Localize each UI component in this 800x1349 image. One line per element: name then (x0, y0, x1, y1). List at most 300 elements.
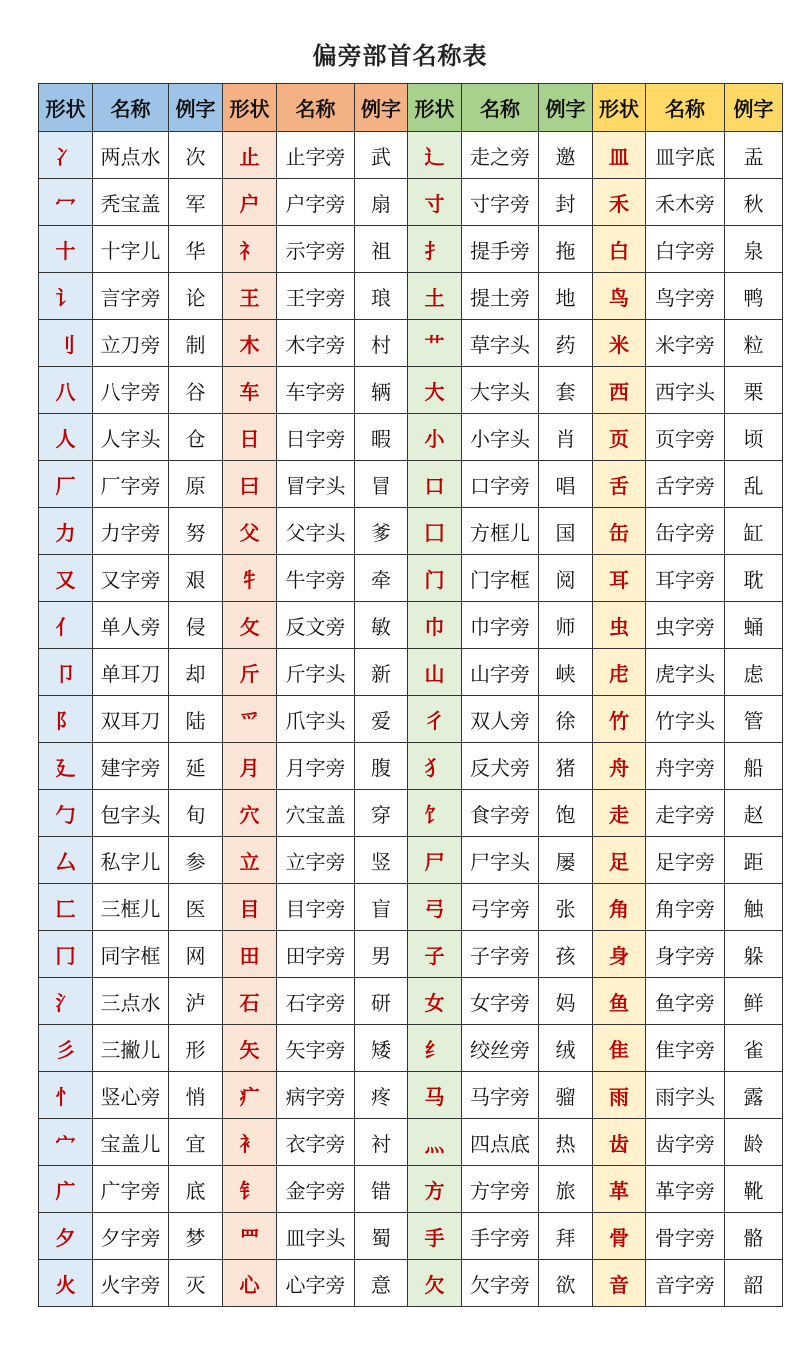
example-char-cell: 船 (725, 743, 783, 790)
radical-name-cell: 心字旁 (277, 1260, 355, 1307)
radical-name-cell: 牛字旁 (277, 555, 355, 602)
radical-name-cell: 革字旁 (646, 1166, 725, 1213)
radical-cell: 人 (39, 414, 93, 461)
radical-cell: 马 (408, 1072, 462, 1119)
radical-name-cell: 双人旁 (462, 696, 539, 743)
radical-name-cell: 户字旁 (277, 179, 355, 226)
radical-name-cell: 骨字旁 (646, 1213, 725, 1260)
radical-cell: 囗 (408, 508, 462, 555)
radical-name-cell: 女字旁 (462, 978, 539, 1025)
example-char-cell: 邀 (539, 132, 593, 179)
table-row (39, 931, 783, 978)
example-char-cell: 医 (169, 884, 223, 931)
radical-name-cell: 巾字旁 (462, 602, 539, 649)
radical-name-cell: 宝盖儿 (93, 1119, 169, 1166)
example-char-cell: 虑 (725, 649, 783, 696)
radical-cell: 车 (223, 367, 277, 414)
radical-cell: 隹 (593, 1025, 646, 1072)
radical-cell: 辶 (408, 132, 462, 179)
radical-name-cell: 两点水 (93, 132, 169, 179)
radical-name-cell: 大字头 (462, 367, 539, 414)
example-char-cell: 猪 (539, 743, 593, 790)
radical-cell: 山 (408, 649, 462, 696)
table-row (39, 226, 783, 273)
example-char-cell: 赵 (725, 790, 783, 837)
radical-cell: 弓 (408, 884, 462, 931)
table-row (39, 461, 783, 508)
table-row (39, 1213, 783, 1260)
radical-name-cell: 鱼字旁 (646, 978, 725, 1025)
example-char-cell: 疼 (355, 1072, 408, 1119)
radical-cell: 日 (223, 414, 277, 461)
radical-cell: 石 (223, 978, 277, 1025)
example-char-cell: 穿 (355, 790, 408, 837)
radical-name-cell: 单人旁 (93, 602, 169, 649)
example-char-cell: 却 (169, 649, 223, 696)
example-char-cell: 泸 (169, 978, 223, 1025)
radical-name-cell: 石字旁 (277, 978, 355, 1025)
radical-cell: 曰 (223, 461, 277, 508)
radical-name-cell: 提手旁 (462, 226, 539, 273)
radical-name-cell: 角字旁 (646, 884, 725, 931)
radical-cell: 耳 (593, 555, 646, 602)
radical-name-cell: 立字旁 (277, 837, 355, 884)
example-char-cell: 栗 (725, 367, 783, 414)
radical-name-cell: 月字旁 (277, 743, 355, 790)
radical-cell: 身 (593, 931, 646, 978)
radical-cell: 门 (408, 555, 462, 602)
example-char-cell: 侵 (169, 602, 223, 649)
example-char-cell: 骝 (539, 1072, 593, 1119)
example-char-cell: 祖 (355, 226, 408, 273)
radical-name-cell: 私字儿 (93, 837, 169, 884)
radical-cell: 彳 (408, 696, 462, 743)
radical-name-cell: 秃宝盖 (93, 179, 169, 226)
example-char-cell: 拜 (539, 1213, 593, 1260)
example-char-cell: 蜀 (355, 1213, 408, 1260)
example-char-cell: 琅 (355, 273, 408, 320)
radical-cell: 力 (39, 508, 93, 555)
radical-cell: 足 (593, 837, 646, 884)
example-char-cell: 鲜 (725, 978, 783, 1025)
radical-name-cell: 斤字头 (277, 649, 355, 696)
radical-name-cell: 车字旁 (277, 367, 355, 414)
radical-cell: 口 (408, 461, 462, 508)
example-char-cell: 陆 (169, 696, 223, 743)
table-row (39, 602, 783, 649)
example-char-cell: 屡 (539, 837, 593, 884)
table-row (39, 414, 783, 461)
radical-cell: 阝 (39, 696, 93, 743)
example-char-cell: 新 (355, 649, 408, 696)
radical-name-cell: 穴宝盖 (277, 790, 355, 837)
radical-cell: 小 (408, 414, 462, 461)
radical-cell: 舌 (593, 461, 646, 508)
example-char-cell: 旅 (539, 1166, 593, 1213)
table-row (39, 1025, 783, 1072)
radical-cell: 衤 (223, 1119, 277, 1166)
radical-name-cell: 火字旁 (93, 1260, 169, 1307)
example-char-cell: 套 (539, 367, 593, 414)
radical-name-cell: 爪字头 (277, 696, 355, 743)
radical-cell: 欠 (408, 1260, 462, 1307)
example-char-cell: 欲 (539, 1260, 593, 1307)
radical-name-cell: 衣字旁 (277, 1119, 355, 1166)
radical-name-cell: 马字旁 (462, 1072, 539, 1119)
radical-cell: 虫 (593, 602, 646, 649)
radical-name-cell: 三撇儿 (93, 1025, 169, 1072)
radical-cell: 冂 (39, 931, 93, 978)
radical-cell: 八 (39, 367, 93, 414)
example-char-cell: 华 (169, 226, 223, 273)
example-char-cell: 错 (355, 1166, 408, 1213)
radical-cell: 夕 (39, 1213, 93, 1260)
radical-cell: 鸟 (593, 273, 646, 320)
radical-cell: 罒 (223, 1213, 277, 1260)
radical-name-cell: 白字旁 (646, 226, 725, 273)
example-char-cell: 唱 (539, 461, 593, 508)
radical-name-cell: 山字旁 (462, 649, 539, 696)
example-char-cell: 竖 (355, 837, 408, 884)
header-example: 例字 (539, 84, 593, 132)
radical-name-cell: 隹字旁 (646, 1025, 725, 1072)
radical-name-cell: 音字旁 (646, 1260, 725, 1307)
radical-name-cell: 小字头 (462, 414, 539, 461)
radical-name-cell: 冒字头 (277, 461, 355, 508)
radical-name-cell: 单耳刀 (93, 649, 169, 696)
example-char-cell: 拖 (539, 226, 593, 273)
header-shape: 形状 (39, 84, 93, 132)
table-row (39, 320, 783, 367)
radical-cell: 穴 (223, 790, 277, 837)
radical-cell: 立 (223, 837, 277, 884)
radical-cell: 月 (223, 743, 277, 790)
radical-name-cell: 八字旁 (93, 367, 169, 414)
radical-cell: 矢 (223, 1025, 277, 1072)
table-row (39, 1072, 783, 1119)
example-char-cell: 延 (169, 743, 223, 790)
radical-cell: 廴 (39, 743, 93, 790)
example-char-cell: 研 (355, 978, 408, 1025)
example-char-cell: 距 (725, 837, 783, 884)
radical-cell: 讠 (39, 273, 93, 320)
radical-name-cell: 皿字头 (277, 1213, 355, 1260)
radical-cell: 鱼 (593, 978, 646, 1025)
radical-cell: 匚 (39, 884, 93, 931)
radical-name-cell: 又字旁 (93, 555, 169, 602)
header-example: 例字 (725, 84, 783, 132)
header-row (39, 84, 783, 132)
example-char-cell: 网 (169, 931, 223, 978)
example-char-cell: 次 (169, 132, 223, 179)
header-shape: 形状 (223, 84, 277, 132)
radical-name-cell: 竹字头 (646, 696, 725, 743)
example-char-cell: 露 (725, 1072, 783, 1119)
example-char-cell: 盲 (355, 884, 408, 931)
example-char-cell: 靴 (725, 1166, 783, 1213)
example-char-cell: 努 (169, 508, 223, 555)
radical-cell: 尸 (408, 837, 462, 884)
table-row (39, 790, 783, 837)
radical-name-cell: 目字旁 (277, 884, 355, 931)
example-char-cell: 爹 (355, 508, 408, 555)
header-name: 名称 (93, 84, 169, 132)
example-char-cell: 躲 (725, 931, 783, 978)
radical-name-cell: 耳字旁 (646, 555, 725, 602)
example-char-cell: 峡 (539, 649, 593, 696)
radical-cell: 钅 (223, 1166, 277, 1213)
example-char-cell: 艰 (169, 555, 223, 602)
example-char-cell: 盂 (725, 132, 783, 179)
example-char-cell: 村 (355, 320, 408, 367)
radical-name-cell: 夕字旁 (93, 1213, 169, 1260)
radical-name-cell: 舟字旁 (646, 743, 725, 790)
example-char-cell: 意 (355, 1260, 408, 1307)
radical-name-cell: 双耳刀 (93, 696, 169, 743)
table-row (39, 1260, 783, 1307)
example-char-cell: 悄 (169, 1072, 223, 1119)
example-char-cell: 国 (539, 508, 593, 555)
radical-name-cell: 止字旁 (277, 132, 355, 179)
radical-name-cell: 弓字旁 (462, 884, 539, 931)
radical-name-cell: 反文旁 (277, 602, 355, 649)
table-row (39, 649, 783, 696)
radical-cell: 木 (223, 320, 277, 367)
radical-name-cell: 身字旁 (646, 931, 725, 978)
example-char-cell: 雀 (725, 1025, 783, 1072)
radical-name-cell: 金字旁 (277, 1166, 355, 1213)
radical-name-cell: 口字旁 (462, 461, 539, 508)
radical-cell: 心 (223, 1260, 277, 1307)
example-char-cell: 地 (539, 273, 593, 320)
radical-cell: 寸 (408, 179, 462, 226)
radical-cell: 勹 (39, 790, 93, 837)
radical-cell: 斤 (223, 649, 277, 696)
example-char-cell: 韶 (725, 1260, 783, 1307)
table-row (39, 508, 783, 555)
example-char-cell: 宜 (169, 1119, 223, 1166)
table-row (39, 273, 783, 320)
radical-cell: 皿 (593, 132, 646, 179)
radical-name-cell: 反犬旁 (462, 743, 539, 790)
radical-name-cell: 田字旁 (277, 931, 355, 978)
radical-cell: 饣 (408, 790, 462, 837)
radical-cell: 攵 (223, 602, 277, 649)
header-shape: 形状 (593, 84, 646, 132)
radical-cell: 又 (39, 555, 93, 602)
radical-cell: 十 (39, 226, 93, 273)
radical-cell: 亻 (39, 602, 93, 649)
page-title: 偏旁部首名称表 (312, 41, 488, 70)
radical-cell: 手 (408, 1213, 462, 1260)
example-char-cell: 饱 (539, 790, 593, 837)
radical-name-cell: 禾木旁 (646, 179, 725, 226)
example-char-cell: 梦 (169, 1213, 223, 1260)
radical-name-cell: 草字头 (462, 320, 539, 367)
radical-name-cell: 欠字旁 (462, 1260, 539, 1307)
radical-cell: 犭 (408, 743, 462, 790)
table-row (39, 837, 783, 884)
radical-name-cell: 雨字头 (646, 1072, 725, 1119)
example-char-cell: 妈 (539, 978, 593, 1025)
example-char-cell: 秋 (725, 179, 783, 226)
radical-cell: 禾 (593, 179, 646, 226)
example-char-cell: 牵 (355, 555, 408, 602)
radical-name-cell: 绞丝旁 (462, 1025, 539, 1072)
example-char-cell: 乱 (725, 461, 783, 508)
radical-cell: 方 (408, 1166, 462, 1213)
radical-cell: 竹 (593, 696, 646, 743)
radical-cell: 缶 (593, 508, 646, 555)
example-char-cell: 龄 (725, 1119, 783, 1166)
example-char-cell: 暇 (355, 414, 408, 461)
radical-name-cell: 三框儿 (93, 884, 169, 931)
radical-cell: 音 (593, 1260, 646, 1307)
table-row (39, 1166, 783, 1213)
radical-name-cell: 页字旁 (646, 414, 725, 461)
radical-name-cell: 手字旁 (462, 1213, 539, 1260)
example-char-cell: 鸭 (725, 273, 783, 320)
radical-table (38, 83, 783, 1307)
table-row (39, 132, 783, 179)
radical-name-cell: 虫字旁 (646, 602, 725, 649)
example-char-cell: 张 (539, 884, 593, 931)
radical-name-cell: 三点水 (93, 978, 169, 1025)
radical-name-cell: 虎字头 (646, 649, 725, 696)
example-char-cell: 顷 (725, 414, 783, 461)
example-char-cell: 灭 (169, 1260, 223, 1307)
radical-cell: 火 (39, 1260, 93, 1307)
example-char-cell: 衬 (355, 1119, 408, 1166)
radical-cell: 父 (223, 508, 277, 555)
radical-cell: 女 (408, 978, 462, 1025)
radical-name-cell: 舌字旁 (646, 461, 725, 508)
radical-cell: 艹 (408, 320, 462, 367)
radical-name-cell: 父字头 (277, 508, 355, 555)
example-char-cell: 骼 (725, 1213, 783, 1260)
radical-cell: 目 (223, 884, 277, 931)
example-char-cell: 制 (169, 320, 223, 367)
radical-cell: 疒 (223, 1072, 277, 1119)
header-name: 名称 (646, 84, 725, 132)
radical-name-cell: 走字旁 (646, 790, 725, 837)
header-name: 名称 (277, 84, 355, 132)
radical-name-cell: 竖心旁 (93, 1072, 169, 1119)
radical-name-cell: 鸟字旁 (646, 273, 725, 320)
radical-cell: 骨 (593, 1213, 646, 1260)
radical-name-cell: 立刀旁 (93, 320, 169, 367)
example-char-cell: 热 (539, 1119, 593, 1166)
radical-cell: 土 (408, 273, 462, 320)
radical-name-cell: 尸字头 (462, 837, 539, 884)
radical-cell: 虍 (593, 649, 646, 696)
header-example: 例字 (169, 84, 223, 132)
table-row (39, 555, 783, 602)
header-example: 例字 (355, 84, 408, 132)
example-char-cell: 谷 (169, 367, 223, 414)
radical-cell: 巾 (408, 602, 462, 649)
radical-cell: 礻 (223, 226, 277, 273)
radical-name-cell: 寸字旁 (462, 179, 539, 226)
example-char-cell: 爱 (355, 696, 408, 743)
radical-name-cell: 四点底 (462, 1119, 539, 1166)
radical-cell: 灬 (408, 1119, 462, 1166)
example-char-cell: 军 (169, 179, 223, 226)
radical-cell: 刂 (39, 320, 93, 367)
example-char-cell: 冒 (355, 461, 408, 508)
radical-cell: 走 (593, 790, 646, 837)
radical-name-cell: 米字旁 (646, 320, 725, 367)
radical-name-cell: 齿字旁 (646, 1119, 725, 1166)
radical-cell: 卩 (39, 649, 93, 696)
example-char-cell: 绒 (539, 1025, 593, 1072)
example-char-cell: 师 (539, 602, 593, 649)
radical-name-cell: 建字旁 (93, 743, 169, 790)
example-char-cell: 敏 (355, 602, 408, 649)
example-char-cell: 仓 (169, 414, 223, 461)
radical-cell: 舟 (593, 743, 646, 790)
radical-cell: 牜 (223, 555, 277, 602)
example-char-cell: 泉 (725, 226, 783, 273)
example-char-cell: 武 (355, 132, 408, 179)
radical-cell: 纟 (408, 1025, 462, 1072)
radical-name-cell: 同字框 (93, 931, 169, 978)
radical-cell: 扌 (408, 226, 462, 273)
radical-name-cell: 广字旁 (93, 1166, 169, 1213)
radical-name-cell: 病字旁 (277, 1072, 355, 1119)
radical-name-cell: 方框儿 (462, 508, 539, 555)
example-char-cell: 药 (539, 320, 593, 367)
example-char-cell: 粒 (725, 320, 783, 367)
example-char-cell: 徐 (539, 696, 593, 743)
radical-cell: 田 (223, 931, 277, 978)
radical-name-cell: 力字旁 (93, 508, 169, 555)
radical-cell: 彡 (39, 1025, 93, 1072)
radical-name-cell: 门字框 (462, 555, 539, 602)
example-char-cell: 辆 (355, 367, 408, 414)
example-char-cell: 扇 (355, 179, 408, 226)
example-char-cell: 底 (169, 1166, 223, 1213)
radical-cell: 爫 (223, 696, 277, 743)
radical-name-cell: 方字旁 (462, 1166, 539, 1213)
radical-cell: 冖 (39, 179, 93, 226)
radical-name-cell: 食字旁 (462, 790, 539, 837)
radical-name-cell: 提土旁 (462, 273, 539, 320)
radical-name-cell: 王字旁 (277, 273, 355, 320)
radical-name-cell: 示字旁 (277, 226, 355, 273)
table-row (39, 696, 783, 743)
table-row (39, 978, 783, 1025)
radical-cell: 冫 (39, 132, 93, 179)
example-char-cell: 肖 (539, 414, 593, 461)
example-char-cell: 阅 (539, 555, 593, 602)
header-shape: 形状 (408, 84, 462, 132)
example-char-cell: 原 (169, 461, 223, 508)
radical-name-cell: 皿字底 (646, 132, 725, 179)
example-char-cell: 蛹 (725, 602, 783, 649)
radical-cell: 雨 (593, 1072, 646, 1119)
example-char-cell: 触 (725, 884, 783, 931)
radical-cell: 止 (223, 132, 277, 179)
radical-cell: 王 (223, 273, 277, 320)
example-char-cell: 论 (169, 273, 223, 320)
radical-cell: 厶 (39, 837, 93, 884)
radical-name-cell: 十字儿 (93, 226, 169, 273)
radical-cell: 户 (223, 179, 277, 226)
radical-name-cell: 厂字旁 (93, 461, 169, 508)
radical-cell: 大 (408, 367, 462, 414)
table-row (39, 884, 783, 931)
